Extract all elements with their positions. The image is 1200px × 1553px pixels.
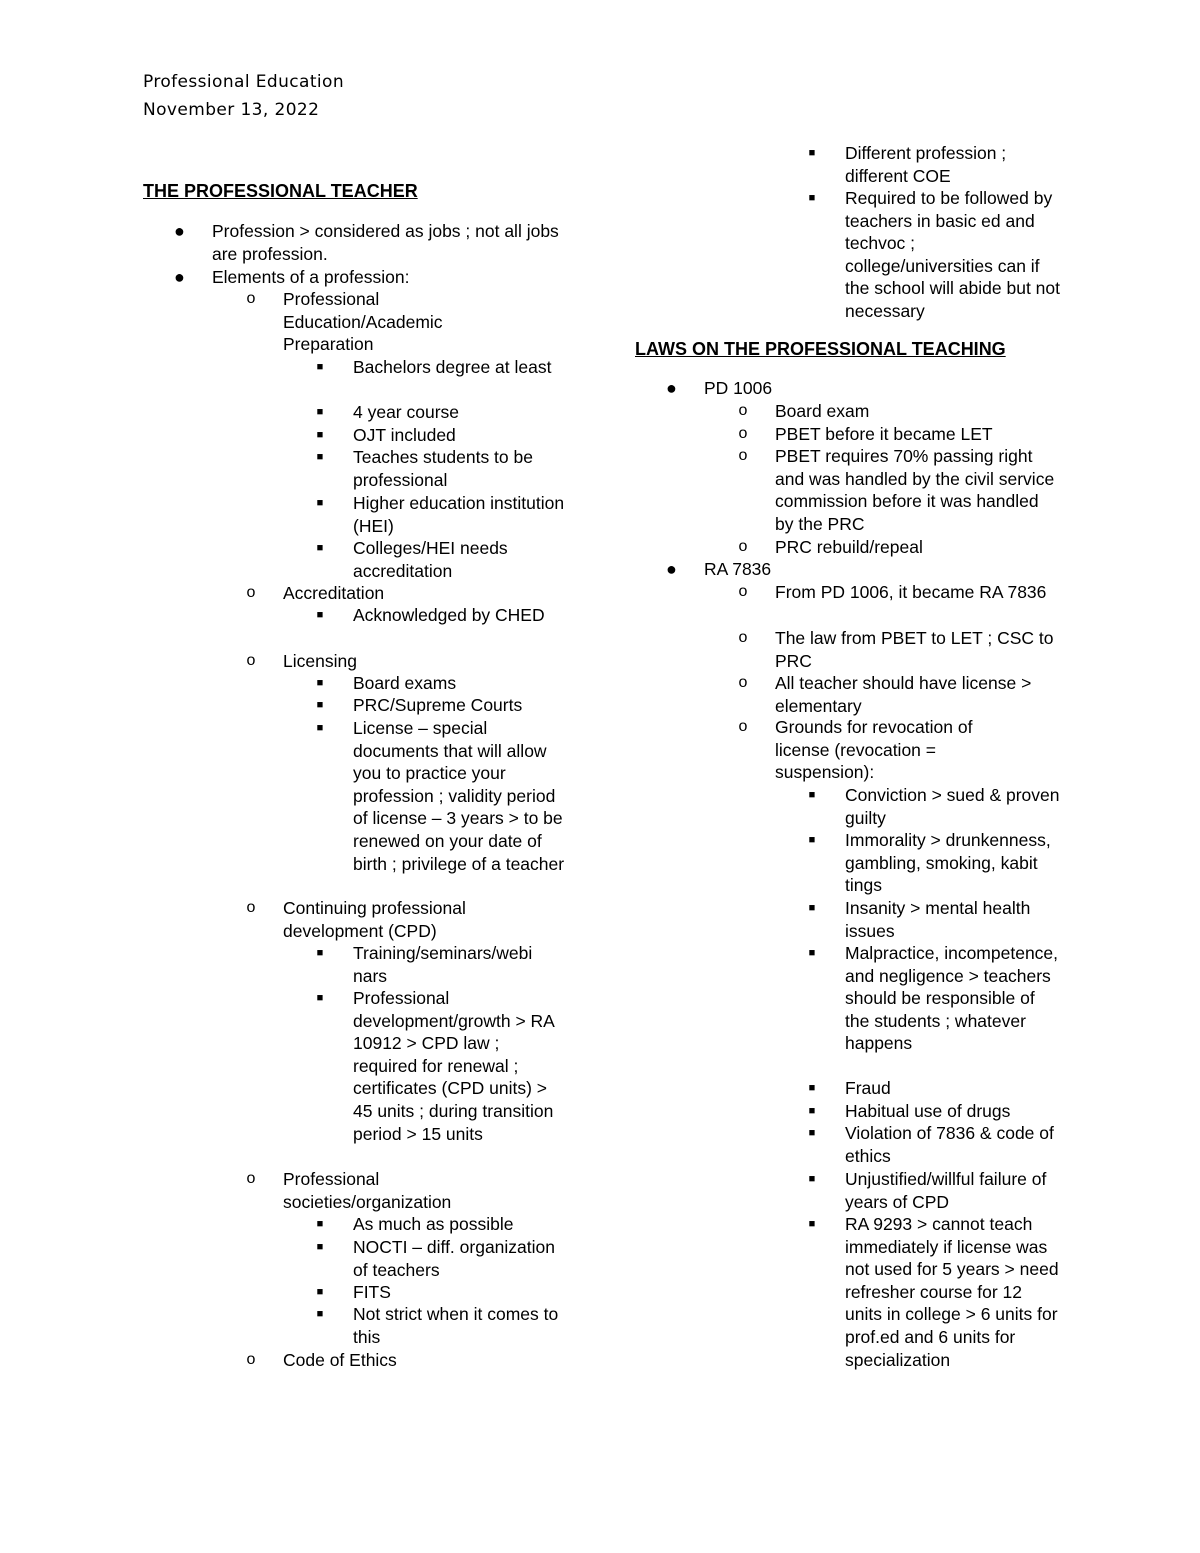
list-item: ■ Acknowledged by CHED [316,605,545,625]
bullet-circle-icon: o [738,674,748,691]
document-date: November 13, 2022 [143,100,320,120]
list-item: ■ Fraud [808,1078,891,1098]
bullet-circle-icon: o [738,402,748,419]
bullet-square-icon: ■ [808,947,816,959]
bullet-dot-icon: ● [666,378,677,398]
bullet-circle-icon: o [738,718,748,735]
list-item: ■ Board exams [316,673,457,693]
list-item: ■ Habitual use of drugs [808,1101,1011,1121]
list-item: ● Profession > considered as jobs ; not all jobs are profession. [174,221,559,264]
bullet-square-icon: ■ [808,1082,816,1094]
list-item: o PBET requires 70% passing right and was handled by the civil service commission before it was handled by the PRC [738,446,1055,534]
list-item: ■ Conviction > sued & proven guilty [808,785,1060,828]
list-item: ■ FITS [316,1282,391,1302]
list-item: ■ Malpractice, incompetence, and negligence > teachers should be responsible of the students ; whatever happens [808,943,1059,1054]
bullet-square-icon: ■ [316,992,324,1004]
bullet-square-icon: ■ [808,1105,816,1117]
list-item: ● Elements of a profession: [174,267,410,287]
bullet-square-icon: ■ [808,192,816,204]
bullet-circle-icon: o [738,447,748,464]
list-item: ■ RA 9293 > cannot teach immediately if license was not used for 5 years > need refresher course for 12 units in college > 6 units for prof.ed and 6 units for specialization [808,1214,1059,1370]
list-item: o Continuing professional development (CPD) [246,898,466,941]
document-subject: Professional Education [143,72,345,92]
list-item: ● RA 7836 [666,559,772,579]
bullet-circle-icon: o [738,583,748,600]
bullet-dot-icon: ● [174,267,185,287]
list-item: o The law from PBET to LET ; CSC to PRC [738,628,1054,671]
list-item: ■ Immorality > drunkenness, gambling, smoking, kabit tings [808,830,1051,896]
bullet-square-icon: ■ [316,947,324,959]
bullet-square-icon: ■ [316,722,324,734]
list-item: ■ Different profession ; different COE [808,143,1007,186]
bullet-square-icon: ■ [808,1218,816,1230]
list-item: o From PD 1006, it became RA 7836 [738,582,1047,602]
bullet-circle-icon: o [246,1170,256,1187]
bullet-circle-icon: o [246,1351,256,1368]
list-item: ■ Training/seminars/webi nars [316,943,533,986]
bullet-square-icon: ■ [316,609,324,621]
list-item: ■ 4 year course [316,402,460,422]
list-item: o Professional societies/organization [246,1169,452,1212]
bullet-square-icon: ■ [316,1308,324,1320]
list-item: ■ Bachelors degree at least [316,357,552,377]
list-item: o All teacher should have license > elementary [738,673,1032,716]
bullet-square-icon: ■ [316,699,324,711]
bullet-square-icon: ■ [316,406,324,418]
list-item: ■ Violation of 7836 & code of ethics [808,1123,1054,1166]
bullet-square-icon: ■ [316,542,324,554]
list-item: o Professional Education/Academic Preparation [246,289,443,355]
list-item: ■ OJT included [316,425,456,445]
bullet-circle-icon: o [246,899,256,916]
bullet-circle-icon: o [246,652,256,669]
bullet-square-icon: ■ [808,1173,816,1185]
bullet-square-icon: ■ [316,361,324,373]
list-item: ● PD 1006 [666,378,773,398]
bullet-square-icon: ■ [316,497,324,509]
bullet-square-icon: ■ [316,429,324,441]
bullet-square-icon: ■ [808,834,816,846]
list-item: ■ Colleges/HEI needs accreditation [316,538,508,581]
bullet-square-icon: ■ [316,1241,324,1253]
bullet-circle-icon: o [738,425,748,442]
bullet-square-icon: ■ [808,1127,816,1139]
list-item: ■ Insanity > mental health issues [808,898,1031,941]
list-item: ■ NOCTI – diff. organization of teachers [316,1237,555,1280]
list-item: ■ Higher education institution (HEI) [316,493,565,536]
bullet-square-icon: ■ [316,451,324,463]
bullet-square-icon: ■ [808,902,816,914]
list-item: o Accreditation [246,583,385,603]
list-item: o Board exam [738,401,870,421]
bullet-square-icon: ■ [316,1286,324,1298]
list-item: ■ Required to be followed by teachers in basic ed and techvoc ; college/universities can if the school will abide but not necessary [808,188,1060,321]
bullet-circle-icon: o [246,584,256,601]
bullet-circle-icon: o [738,629,748,646]
bullet-circle-icon: o [246,290,256,307]
bullet-square-icon: ■ [316,677,324,689]
list-item: ■ License – special documents that will allow you to practice your profession ; validity period of license – 3 years > to be renewed on your date of birth ; privilege of a teacher [316,718,565,874]
list-item: o Code of Ethics [246,1350,397,1370]
section-heading-laws: LAWS ON THE PROFESSIONAL TEACHING [635,339,1006,359]
bullet-square-icon: ■ [808,147,816,159]
bullet-square-icon: ■ [316,1218,324,1230]
bullet-dot-icon: ● [174,221,185,241]
list-item: ■ Not strict when it comes to this [316,1304,559,1347]
list-item: ■ Professional development/growth > RA 10912 > CPD law ; required for renewal ; certificates (CPD units) > 45 units ; during transition period > 15 units [316,988,554,1144]
list-item: o PRC rebuild/repeal [738,537,923,557]
list-item: ■ PRC/Supreme Courts [316,695,523,715]
bullet-dot-icon: ● [666,559,677,579]
list-item: o PBET before it became LET [738,424,993,444]
list-item: ■ As much as possible [316,1214,514,1234]
list-item: ■ Teaches students to be professional [316,447,533,490]
section-heading-professional-teacher: THE PROFESSIONAL TEACHER [143,181,418,201]
list-item: o Grounds for revocation of license (revocation = suspension): [738,717,973,783]
bullet-circle-icon: o [738,538,748,555]
list-item: o Licensing [246,651,357,671]
bullet-square-icon: ■ [808,789,816,801]
list-item: ■ Unjustified/willful failure of years of CPD [808,1169,1047,1212]
